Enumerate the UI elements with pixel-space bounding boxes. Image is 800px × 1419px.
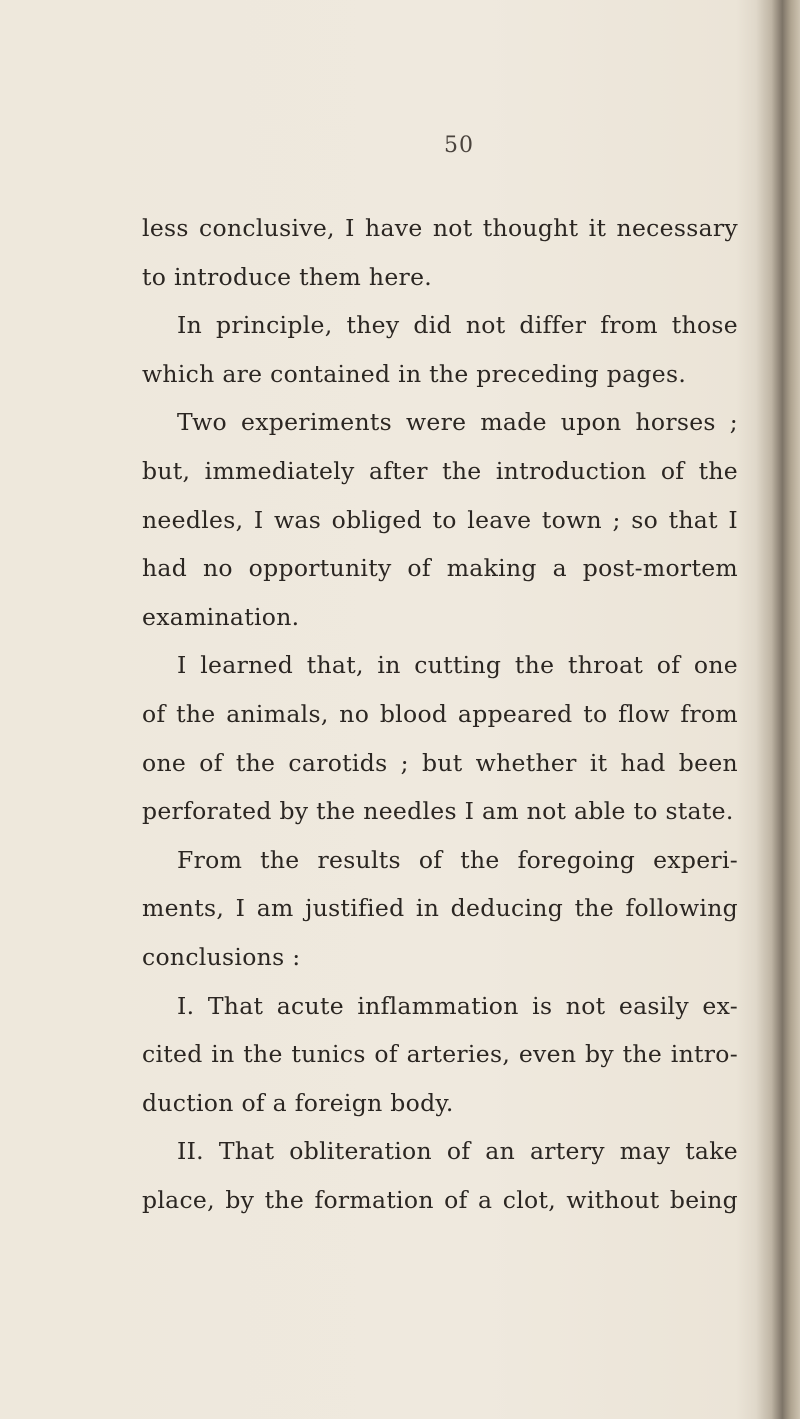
text-line: From the results of the foregoing experi-: [177, 845, 738, 874]
text-line: less conclusive, I have not thought it necessary: [142, 214, 738, 242]
text-line: place, by the formation of a clot, without being: [142, 1185, 738, 1214]
text-line: II. That obliteration of an artery may take: [177, 1137, 738, 1166]
text-line: perforated by the needles I am not able to state.: [142, 797, 734, 826]
text-line: In principle, they did not differ from those: [177, 311, 738, 340]
text-line: one of the carotids ; but whether it had been: [142, 748, 738, 777]
text-line: which are contained in the preceding pages.: [142, 359, 687, 388]
text-line: but, immediately after the introduction of the: [142, 456, 738, 485]
text-line: conclusions :: [142, 942, 301, 971]
text-line: cited in the tunics of arteries, even by the intro-: [142, 1040, 738, 1069]
page-edge-shadow: [756, 0, 800, 1419]
text-line: had no opportunity of making a post-mortem: [142, 554, 738, 583]
text-line: examination.: [142, 602, 300, 631]
text-line: needles, I was obliged to leave town ; so that I: [142, 505, 738, 534]
text-line: of the animals, no blood appeared to flow from: [142, 699, 738, 728]
text-line: I. That acute inflammation is not easily ex-: [177, 991, 738, 1020]
text-line: Two experiments were made upon horses ;: [177, 408, 738, 437]
page-number: 50: [444, 133, 474, 158]
text-line: ments, I am justified in deducing the following: [142, 894, 738, 923]
text-line: to introduce them here.: [142, 262, 433, 291]
text-line: duction of a foreign body.: [142, 1088, 454, 1117]
body-text: [142, 204, 738, 1224]
text-line: I learned that, in cutting the throat of one: [177, 651, 738, 680]
